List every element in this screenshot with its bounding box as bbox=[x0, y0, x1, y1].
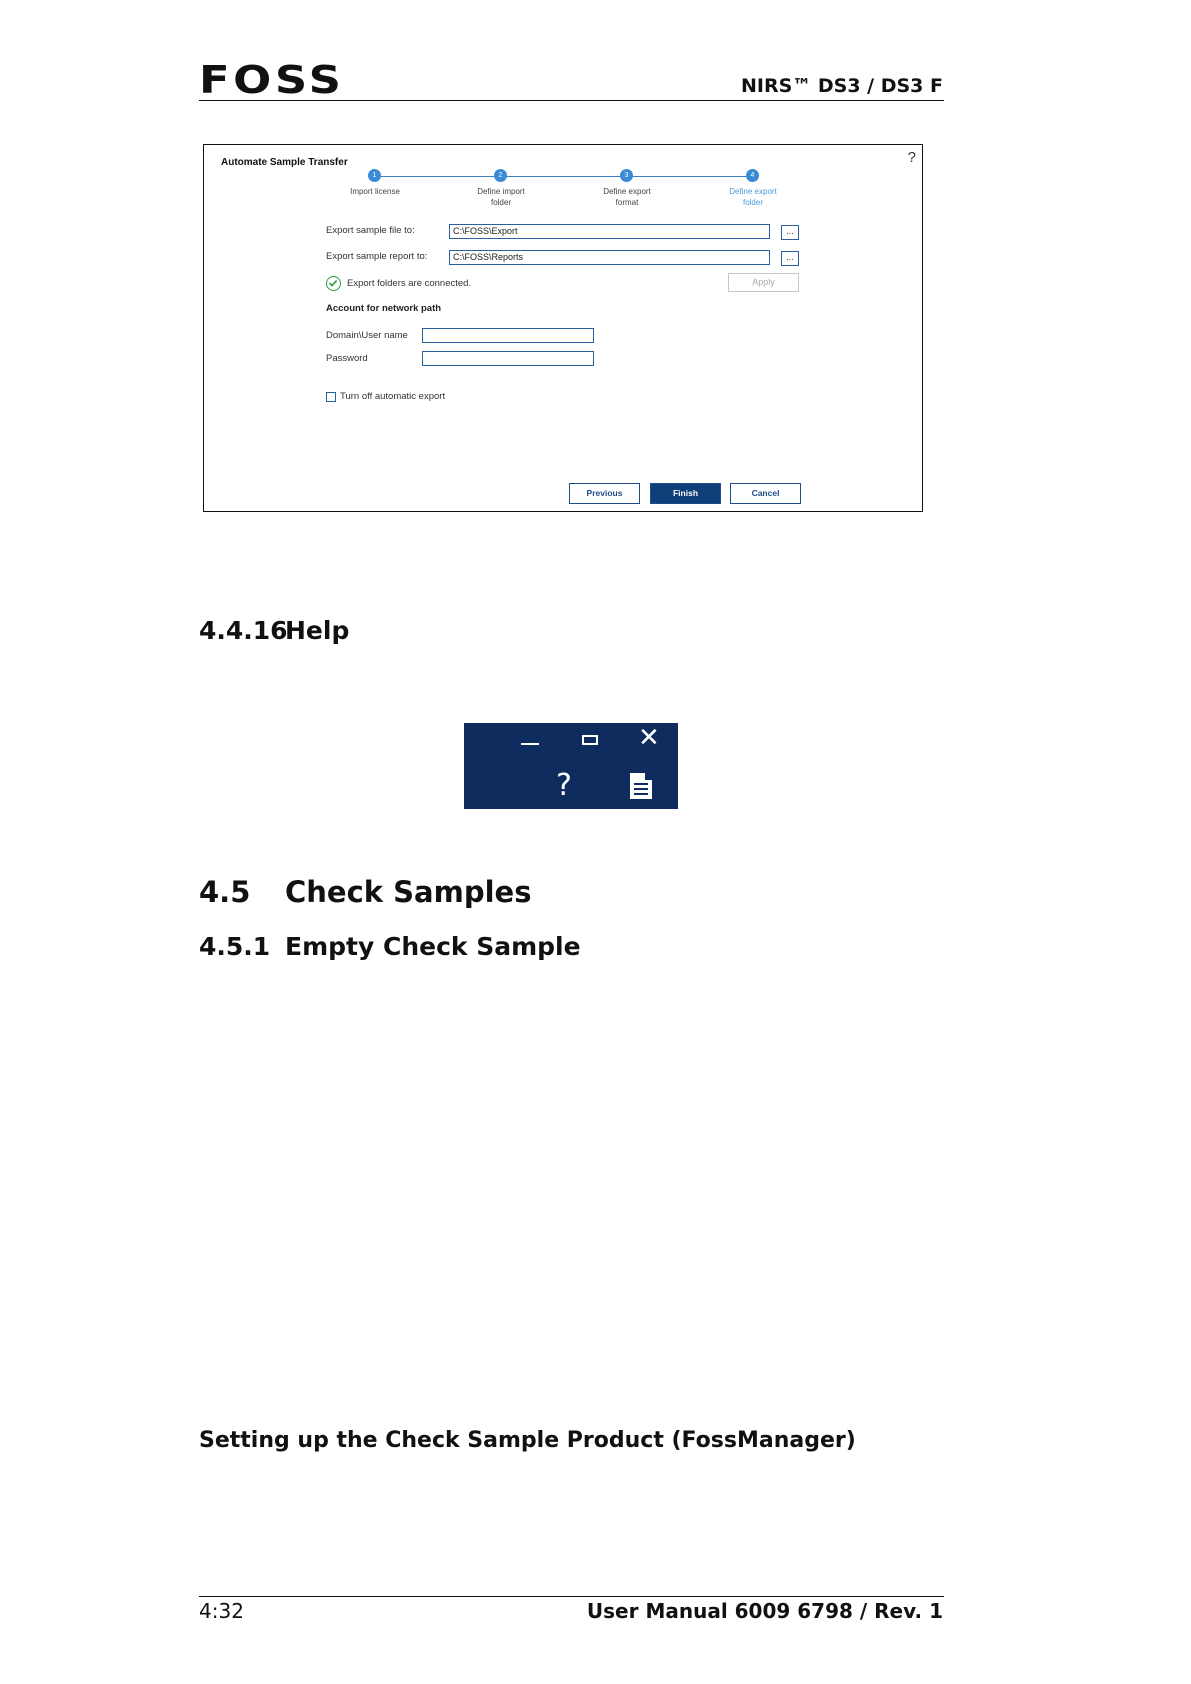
password-label: Password bbox=[326, 353, 368, 364]
section-help-title: Help bbox=[285, 616, 350, 645]
export-sample-report-input[interactable]: C:\FOSS\Reports bbox=[449, 250, 770, 265]
section-empty-check-sample-heading bbox=[199, 932, 581, 962]
export-sample-file-input[interactable]: C:\FOSS\Export bbox=[449, 224, 770, 239]
page-number: 4:32 bbox=[199, 1599, 244, 1623]
password-input[interactable] bbox=[422, 351, 594, 366]
username-label: Domain\User name bbox=[326, 330, 408, 341]
step-2-label: Define import folder bbox=[477, 187, 525, 207]
export-sample-report-label: Export sample report to: bbox=[326, 251, 428, 262]
help-icon[interactable]: ? bbox=[556, 768, 572, 803]
step-3-label: Define export format bbox=[603, 187, 651, 207]
close-icon[interactable]: ✕ bbox=[638, 723, 660, 753]
document-id: NIRS™ DS3 / DS3 F bbox=[740, 75, 943, 97]
footer-rule bbox=[199, 1596, 944, 1597]
account-section-title: Account for network path bbox=[326, 303, 442, 314]
cancel-button[interactable]: Cancel bbox=[730, 483, 801, 504]
section-help-heading bbox=[199, 616, 349, 646]
check-circle-icon bbox=[326, 276, 341, 291]
help-icon[interactable]: ? bbox=[907, 149, 916, 166]
maximize-icon[interactable] bbox=[582, 735, 598, 745]
setting-up-heading: Setting up the Check Sample Product (FossManager) bbox=[199, 1428, 856, 1453]
step-4-label: Define export folder bbox=[729, 187, 777, 207]
window-controls-image bbox=[464, 723, 678, 809]
foss-logo: FOSS bbox=[199, 58, 345, 102]
previous-button[interactable]: Previous bbox=[569, 483, 640, 504]
dialog-title: Automate Sample Transfer bbox=[221, 157, 348, 168]
automate-sample-transfer-dialog bbox=[203, 144, 923, 512]
export-sample-file-label: Export sample file to: bbox=[326, 225, 415, 236]
browse-report-button[interactable]: ... bbox=[781, 251, 799, 266]
finish-button[interactable]: Finish bbox=[650, 483, 721, 504]
section-help-number: 4.4.16 bbox=[199, 616, 288, 645]
status-text: Export folders are connected. bbox=[347, 278, 472, 289]
header-rule bbox=[199, 100, 944, 101]
stepper-line bbox=[374, 176, 752, 177]
step-4-dot[interactable]: 4 bbox=[746, 169, 759, 182]
browse-file-button[interactable]: ... bbox=[781, 225, 799, 240]
document-icon[interactable] bbox=[630, 773, 652, 799]
turn-off-export-label: Turn off automatic export bbox=[340, 391, 446, 402]
step-1-label: Import license bbox=[350, 187, 400, 196]
username-input[interactable] bbox=[422, 328, 594, 343]
step-3-dot[interactable]: 3 bbox=[620, 169, 633, 182]
section-check-samples-heading bbox=[199, 875, 531, 909]
section-empty-check-sample-title: Empty Check Sample bbox=[285, 932, 581, 961]
manual-reference: User Manual 6009 6798 / Rev. 1 bbox=[586, 1599, 943, 1623]
step-2-dot[interactable]: 2 bbox=[494, 169, 507, 182]
section-empty-check-sample-number: 4.5.1 bbox=[199, 932, 271, 961]
section-check-samples-title: Check Samples bbox=[285, 875, 532, 909]
step-1-dot[interactable]: 1 bbox=[368, 169, 381, 182]
turn-off-export-checkbox[interactable] bbox=[326, 392, 336, 402]
minimize-icon[interactable] bbox=[521, 743, 539, 745]
apply-button[interactable]: Apply bbox=[728, 273, 799, 292]
section-check-samples-number: 4.5 bbox=[199, 875, 251, 909]
